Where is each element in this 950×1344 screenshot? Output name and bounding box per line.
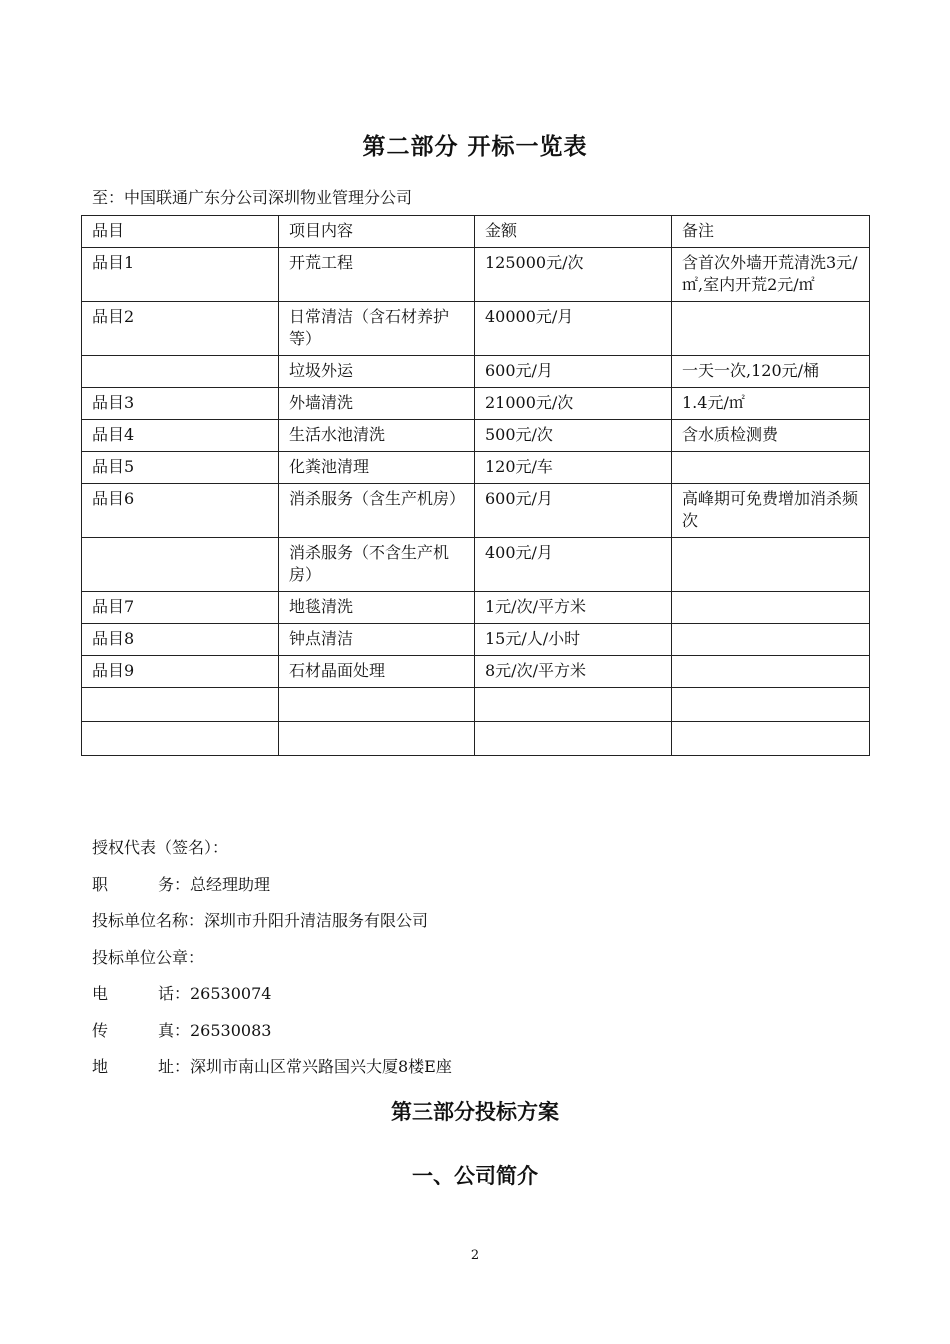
cell-content: 地毯清洗: [279, 592, 475, 624]
cell-content: 消杀服务（不含生产机房）: [279, 538, 475, 592]
phone-value: ：26530074: [174, 984, 272, 1003]
cell-remark: 高峰期可免费增加消杀频次: [672, 484, 870, 538]
page-number: 2: [470, 1248, 480, 1263]
cell-remark: [672, 538, 870, 592]
cell-item: 品目1: [82, 248, 279, 302]
table-row: [82, 302, 870, 356]
cell-item: 品目3: [82, 388, 279, 420]
cell-item: 品目5: [82, 452, 279, 484]
cell-amount: [475, 722, 672, 756]
cell-amount: [475, 688, 672, 722]
cell-content: 钟点清洁: [279, 624, 475, 656]
cell-amount: 40000元/月: [475, 302, 672, 356]
cell-content: [279, 688, 475, 722]
address-label-char: 址: [157, 1057, 174, 1076]
table-row: [82, 592, 870, 624]
cell-content: 石材晶面处理: [279, 656, 475, 688]
table-row: [82, 484, 870, 538]
cell-content: 消杀服务（含生产机房）: [279, 484, 475, 538]
table-row: [82, 248, 870, 302]
header-item: 品目: [82, 216, 279, 248]
position-label: [92, 871, 174, 899]
table-row: [82, 452, 870, 484]
cell-amount: 15元/人/小时: [475, 624, 672, 656]
cell-content: 开荒工程: [279, 248, 475, 302]
cell-amount: 600元/月: [475, 484, 672, 538]
cell-amount: 400元/月: [475, 538, 672, 592]
cell-item: [82, 538, 279, 592]
cell-amount: 600元/月: [475, 356, 672, 388]
header-content: 项目内容: [279, 216, 475, 248]
position-value: ：总经理助理: [174, 874, 271, 894]
page-title: 第二部分 开标一览表: [362, 133, 588, 160]
cell-remark: 一天一次,120元/桶: [672, 356, 870, 388]
bid-opening-table: [81, 215, 870, 756]
cell-remark: [672, 302, 870, 356]
cell-remark: 含首次外墙开荒清洗3元/㎡,室内开荒2元/㎡: [672, 248, 870, 302]
fax-label-char: 传: [92, 1020, 109, 1040]
cell-remark: [672, 656, 870, 688]
cell-amount: 1元/次/平方米: [475, 592, 672, 624]
position-label-char: 务: [157, 874, 174, 894]
bidder-seal-line: 投标单位公章：: [92, 947, 205, 967]
cell-content: [279, 722, 475, 756]
cell-remark: [672, 592, 870, 624]
fax-label: [92, 1017, 174, 1045]
bidder-name-line: 投标单位名称：深圳市升阳升清洁服务有限公司: [92, 911, 429, 930]
cell-item: [82, 688, 279, 722]
cell-remark: [672, 624, 870, 656]
cell-remark: 1.4元/㎡: [672, 388, 870, 420]
cell-remark: [672, 452, 870, 484]
cell-amount: 500元/次: [475, 420, 672, 452]
cell-item: 品目7: [82, 592, 279, 624]
table-header-row: [82, 216, 870, 248]
position-label-char: 职: [92, 874, 109, 894]
table-row: [82, 538, 870, 592]
phone-line: [92, 980, 452, 1017]
table-row: [82, 656, 870, 688]
cell-content: 外墙清洗: [279, 388, 475, 420]
address-line: [92, 1053, 452, 1090]
cell-amount: 120元/车: [475, 452, 672, 484]
cell-amount: 21000元/次: [475, 388, 672, 420]
phone-label-char: 电: [92, 984, 109, 1003]
fax-line: [92, 1017, 452, 1054]
fax-label-char: 真: [157, 1020, 174, 1040]
table-row-empty: [82, 722, 870, 756]
cell-remark: [672, 722, 870, 756]
table-row-empty: [82, 688, 870, 722]
cell-remark: 含水质检测费: [672, 420, 870, 452]
position-line: [92, 871, 452, 908]
section-three-title: 第三部分投标方案: [391, 1099, 559, 1124]
cell-item: 品目4: [82, 420, 279, 452]
cell-amount: 125000元/次: [475, 248, 672, 302]
phone-label: [92, 980, 174, 1008]
address-label-char: 地: [92, 1057, 109, 1076]
addressee: 至：中国联通广东分公司深圳物业管理分公司: [92, 188, 413, 207]
cell-item: 品目2: [82, 302, 279, 356]
cell-item: [82, 356, 279, 388]
cell-content: 日常清洁（含石材养护等）: [279, 302, 475, 356]
table-row: [82, 420, 870, 452]
header-remark: 备注: [672, 216, 870, 248]
table-row: [82, 356, 870, 388]
cell-content: 化粪池清理: [279, 452, 475, 484]
company-intro-heading: 一、公司简介: [412, 1163, 538, 1188]
phone-label-char: 话: [157, 984, 174, 1003]
address-value: ：深圳市南山区常兴路国兴大厦8楼E座: [174, 1057, 452, 1076]
cell-content: 垃圾外运: [279, 356, 475, 388]
cell-content: 生活水池清洗: [279, 420, 475, 452]
address-label: [92, 1053, 174, 1081]
cell-item: 品目8: [82, 624, 279, 656]
header-amount: 金额: [475, 216, 672, 248]
cell-amount: 8元/次/平方米: [475, 656, 672, 688]
fax-value: ：26530083: [174, 1020, 272, 1040]
signature-block: [92, 834, 452, 1090]
cell-item: 品目9: [82, 656, 279, 688]
cell-remark: [672, 688, 870, 722]
cell-item: [82, 722, 279, 756]
table-row: [82, 388, 870, 420]
table-row: [82, 624, 870, 656]
cell-item: 品目6: [82, 484, 279, 538]
authorized-rep-line: 授权代表（签名）：: [92, 838, 229, 857]
